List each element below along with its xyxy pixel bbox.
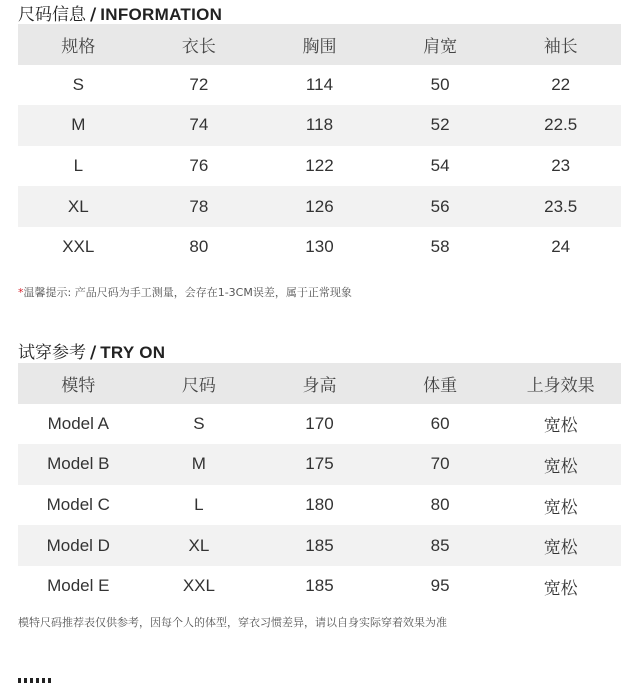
size-header-length: 衣长 — [181, 36, 216, 57]
length-cell: 78 — [189, 196, 209, 216]
size-section-title — [18, 0, 222, 25]
fit-cell: 宽松 — [543, 456, 578, 476]
table-row — [18, 227, 621, 268]
size-header-chest: 胸围 — [302, 36, 337, 57]
length-cell: 72 — [189, 74, 209, 94]
tryon-title-en: TRY ON — [100, 343, 166, 362]
tryon-table-header-row — [18, 363, 621, 404]
weight-cell: 95 — [430, 576, 450, 596]
size-title-separator: / — [90, 5, 97, 25]
table-row — [18, 146, 621, 187]
length-cell: 76 — [189, 156, 209, 176]
shoulder-cell: 56 — [430, 196, 450, 216]
height-cell: 185 — [305, 576, 334, 596]
chest-cell: 130 — [305, 237, 334, 257]
height-cell: 185 — [305, 535, 334, 555]
tryon-header-fit: 上身效果 — [526, 375, 595, 396]
table-row — [18, 525, 621, 566]
table-row — [18, 444, 621, 485]
size-cell: M — [71, 115, 86, 135]
table-row — [18, 404, 621, 445]
model-cell: Model C — [46, 495, 110, 515]
fit-cell: 宽松 — [543, 497, 578, 517]
fit-cell: 宽松 — [543, 416, 578, 436]
shoulder-cell: 52 — [430, 115, 450, 135]
table-row — [18, 65, 621, 106]
size-cell: XL — [67, 196, 89, 216]
size-header-spec: 规格 — [61, 36, 96, 57]
size-header-shoulder: 肩宽 — [423, 36, 458, 57]
weight-cell: 80 — [430, 495, 450, 515]
size-header-sleeve: 袖长 — [543, 36, 578, 57]
size-table-header-row — [18, 24, 621, 65]
size-cell: L — [73, 156, 84, 176]
shoulder-cell: 54 — [430, 156, 450, 176]
shoulder-cell: 58 — [430, 237, 450, 257]
chest-cell: 126 — [305, 196, 334, 216]
fit-cell: 宽松 — [543, 538, 578, 558]
size-note — [18, 284, 352, 300]
weight-cell: 70 — [430, 454, 450, 474]
tryon-table — [18, 363, 621, 607]
sleeve-cell: 23.5 — [544, 196, 578, 216]
model-cell: Model E — [47, 576, 110, 596]
cropped-heading-glyphs — [18, 678, 52, 683]
tryon-title-cn: 试穿参考 — [18, 343, 86, 363]
shoulder-cell: 50 — [430, 74, 450, 94]
table-row — [18, 105, 621, 146]
chest-cell: 122 — [305, 156, 334, 176]
chest-cell: 118 — [305, 115, 334, 135]
size-cell: XXL — [62, 237, 95, 257]
chest-cell: 114 — [305, 74, 334, 94]
size-title-en: INFORMATION — [100, 5, 223, 24]
height-cell: 170 — [305, 413, 334, 433]
fit-cell: 宽松 — [543, 578, 578, 598]
size-note-text: 温馨提示: 产品尺码为手工测量，会存在1-3CM误差，属于正常现象 — [23, 286, 352, 299]
tryon-title-separator: / — [90, 343, 97, 363]
size-table — [18, 24, 621, 268]
size-cell: XXL — [182, 576, 215, 596]
size-cell: M — [191, 454, 206, 474]
cropped-next-heading — [18, 676, 58, 683]
sleeve-cell: 22.5 — [544, 115, 578, 135]
height-cell: 180 — [305, 495, 334, 515]
size-cell: L — [194, 495, 204, 515]
model-cell: Model B — [47, 454, 110, 474]
size-title-cn: 尺码信息 — [18, 5, 86, 25]
size-cell: S — [72, 74, 84, 94]
size-cell: XL — [188, 535, 210, 555]
model-cell: Model A — [47, 413, 110, 433]
weight-cell: 60 — [430, 413, 450, 433]
length-cell: 74 — [189, 115, 209, 135]
tryon-header-height: 身高 — [302, 375, 337, 396]
tryon-header-model: 模特 — [61, 375, 96, 396]
size-cell: S — [193, 413, 205, 433]
tryon-section-title — [18, 338, 165, 363]
height-cell: 175 — [305, 454, 334, 474]
weight-cell: 85 — [430, 535, 450, 555]
sleeve-cell: 22 — [551, 74, 571, 94]
sleeve-cell: 23 — [551, 156, 571, 176]
note-asterisk: * — [18, 286, 24, 299]
model-cell: Model D — [46, 535, 110, 555]
sleeve-cell: 24 — [551, 237, 571, 257]
table-row — [18, 186, 621, 227]
tryon-note: 模特尺码推荐表仅供参考，因每个人的体型，穿衣习惯差异，请以自身实际穿着效果为准 — [18, 616, 447, 629]
table-row — [18, 566, 621, 607]
length-cell: 80 — [189, 237, 209, 257]
table-row — [18, 485, 621, 526]
tryon-header-weight: 体重 — [423, 375, 458, 396]
tryon-header-size: 尺码 — [181, 375, 216, 396]
